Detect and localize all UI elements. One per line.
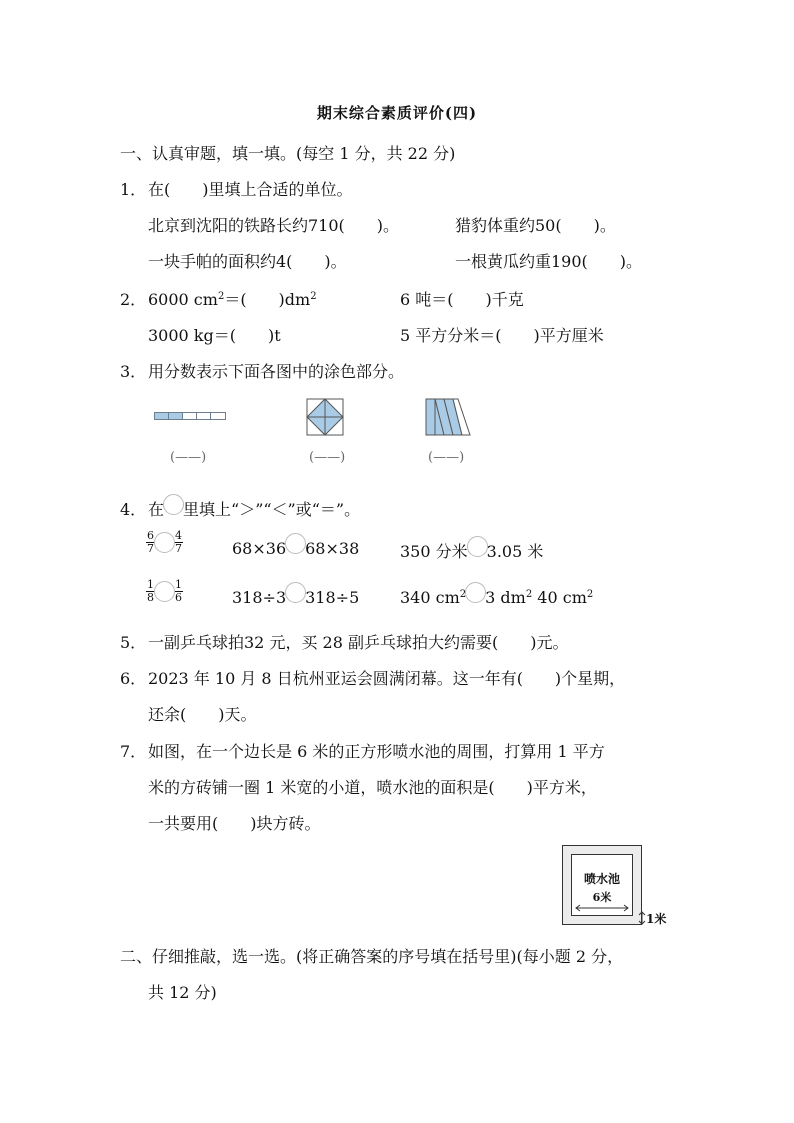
q3-answer-blank-3[interactable]: (——) (428, 450, 465, 465)
fraction-1-8: $\frac{1}{8}$ (147, 578, 154, 604)
q4-r2c-right-post: 40 cm (532, 588, 587, 607)
fraction-1-6: $\frac{1}{6}$ (175, 578, 182, 604)
q4-r2c-sup: 2 (459, 589, 467, 600)
q4-r1b-right: 68×38 (305, 539, 360, 558)
q7-line-3: 一共要用( )块方砖。 (148, 814, 321, 833)
q2-item-b: 6 吨＝( )千克 (400, 290, 524, 309)
q1-item-c: 一块手帕的面积约4( )。 (148, 252, 347, 271)
q3-answer-blank-2[interactable]: (——) (309, 450, 346, 465)
q7-line-1: 如图，在一个边长是 6 米的正方形喷水池的周围，打算用 1 平方 (148, 742, 605, 761)
compare-circle[interactable] (465, 582, 486, 603)
q7-line-2: 米的方砖铺一圈 1 米宽的小道，喷水池的面积是( )平方米， (148, 778, 597, 797)
q1-item-b: 猎豹体重约50( )。 (455, 216, 616, 235)
q3-figure-strip (154, 412, 228, 422)
compare-circle[interactable] (154, 581, 175, 602)
q4-r2c-left: 340 cm (400, 588, 460, 607)
q3-figure-square (306, 398, 346, 438)
q4-stem-pre: 在 (148, 500, 165, 519)
fraction-6-7: $\frac{6}{7}$ (147, 529, 154, 555)
q4-r2c-right-sup2: 2 (586, 589, 594, 600)
q1-item-a: 北京到沈阳的铁路长约710( )。 (148, 216, 400, 235)
section-2-heading-line-2: 共 12 分) (148, 983, 217, 1002)
width-arrow-icon (638, 910, 646, 926)
q4-stem (148, 497, 360, 521)
compare-circle[interactable] (154, 532, 175, 553)
q2-item-a (148, 287, 317, 310)
compare-circle-icon (163, 494, 184, 515)
q4-r2b-right: 318÷5 (305, 588, 360, 607)
q6-number: 6． (120, 669, 147, 688)
fraction-4-7: $\frac{4}{7}$ (175, 529, 182, 555)
q7-number: 7． (120, 742, 147, 761)
q5-number: 5． (120, 633, 147, 652)
q3-answer-blank-1[interactable]: (——) (170, 450, 207, 465)
q4-row2-item-b (232, 588, 359, 609)
q4-row2-item-c (400, 588, 593, 609)
q2-item-c: 3000 kg＝( )t (148, 326, 281, 345)
section-1-heading: 一、认真审题，填一填。(每空 1 分，共 22 分) (120, 144, 456, 163)
q4-r2c-right-pre: 3 dm (485, 588, 526, 607)
q1-item-d: 一根黄瓜约重190( )。 (455, 252, 643, 271)
path-width-label: 1米 (646, 912, 667, 926)
q4-r2b-left: 318÷3 (232, 588, 287, 607)
q7-path-figure (562, 845, 642, 925)
q3-figure-trapezoid (424, 398, 472, 438)
q4-row1-item-b (232, 539, 359, 560)
fountain-pool-square (571, 854, 633, 916)
q2-a-mid: ＝( )dm (224, 290, 311, 309)
q2-a-sup2: 2 (310, 291, 317, 302)
q4-r1c-left: 350 分米 (400, 542, 468, 561)
fountain-side-label: 6米 (592, 891, 612, 904)
q4-r2c-right-sup: 2 (525, 589, 533, 600)
q1-stem: 在( )里填上合适的单位。 (148, 180, 353, 199)
section-2-heading-line-1: 二、仔细推敲，选一选。(将正确答案的序号填在括号里)(每小题 2 分， (120, 947, 624, 966)
q4-row2-fractions (146, 579, 183, 604)
q4-r1b-left: 68×36 (232, 539, 287, 558)
compare-circle[interactable] (467, 536, 488, 557)
q2-number: 2． (120, 290, 147, 309)
q6-line-2: 还余( )天。 (148, 705, 257, 724)
q2-a-sup: 2 (217, 291, 225, 302)
q4-r1c-right: 3.05 米 (486, 542, 544, 561)
q3-stem: 用分数表示下面各图中的涂色部分。 (148, 362, 405, 381)
q4-row1-fractions (146, 530, 183, 555)
q4-stem-post: 里填上“＞”“＜”或“＝”。 (183, 500, 361, 519)
fountain-label: 喷水池 (583, 872, 620, 886)
q6-line-1: 2023 年 10 月 8 日杭州亚运会圆满闭幕。这一年有( )个星期， (148, 669, 626, 688)
q1-number: 1． (120, 180, 147, 199)
q4-row1-item-c (400, 539, 543, 563)
q3-number: 3． (120, 362, 147, 381)
double-arrow-icon (574, 904, 630, 912)
q4-number: 4． (120, 500, 147, 519)
q2-item-d: 5 平方分米＝( )平方厘米 (400, 326, 604, 345)
compare-circle[interactable] (285, 533, 306, 554)
q5-text: 一副乒乓球拍32 元，买 28 副乒乓球拍大约需要( )元。 (148, 633, 569, 652)
page-title: 期末综合素质评价(四) (316, 104, 478, 122)
q2-a-pre: 6000 cm (148, 290, 218, 309)
compare-circle[interactable] (285, 582, 306, 603)
